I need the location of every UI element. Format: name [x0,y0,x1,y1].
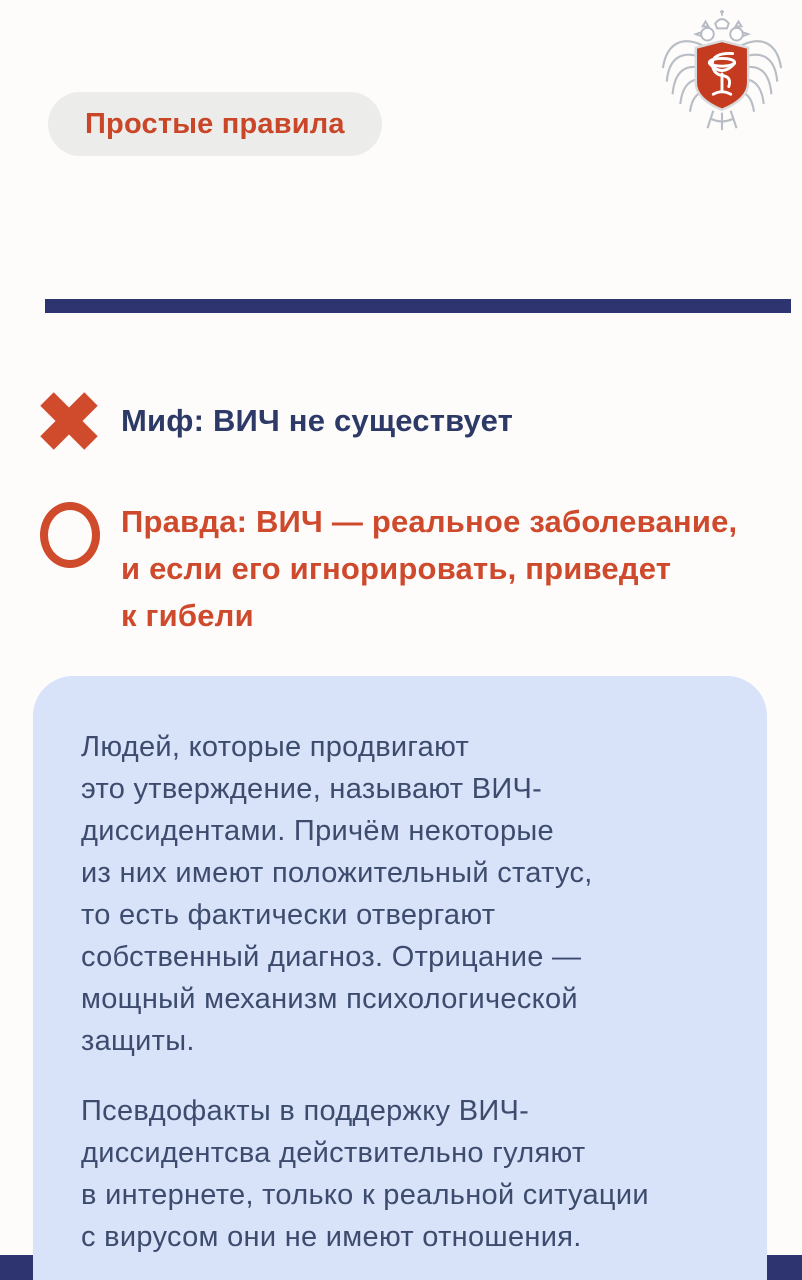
body-line: в интернете, только к реальной ситуации [81,1179,649,1211]
double-headed-eagle-icon [652,8,792,134]
myth-row [40,392,513,450]
truth-line: Правда: ВИЧ — реальное заболевание, [121,504,738,539]
topic-badge-label: Простые правила [85,107,345,140]
body-line: это утверждение, называют ВИЧ- [81,773,543,805]
body-line: диссидентами. Причём некоторые [81,815,554,847]
x-cross-icon [40,392,98,450]
body-line: защиты. [81,1025,195,1057]
truth-row [40,498,737,639]
body-line: диссидентсва действительно гуляют [81,1137,586,1169]
circle-outline-icon [40,502,100,568]
body-line: Псевдофакты в поддержку ВИЧ- [81,1095,530,1127]
topic-badge [48,92,382,156]
truth-line: к гибели [121,598,254,633]
body-line: мощный механизм психологической [81,983,578,1015]
info-paragraph-1 [81,726,721,1062]
truth-statement [121,498,737,639]
body-line: из них имеют положительный статус, [81,857,593,889]
myth-statement: Миф: ВИЧ не существует [121,403,514,438]
section-divider [45,299,791,313]
truth-line: и если его игнорировать, приведет [121,551,672,586]
bottom-band-left [0,1255,33,1280]
info-paragraph-2 [81,1090,721,1258]
body-line: собственный диагноз. Отрицание — [81,941,582,973]
body-line: Людей, которые продвигают [81,731,470,763]
info-card [33,676,767,1280]
body-line: то есть фактически отвергают [81,899,496,931]
ministry-emblem-icon [652,8,792,134]
body-line: с вирусом они не имеют отношения. [81,1221,582,1253]
bottom-band-right [767,1255,802,1280]
